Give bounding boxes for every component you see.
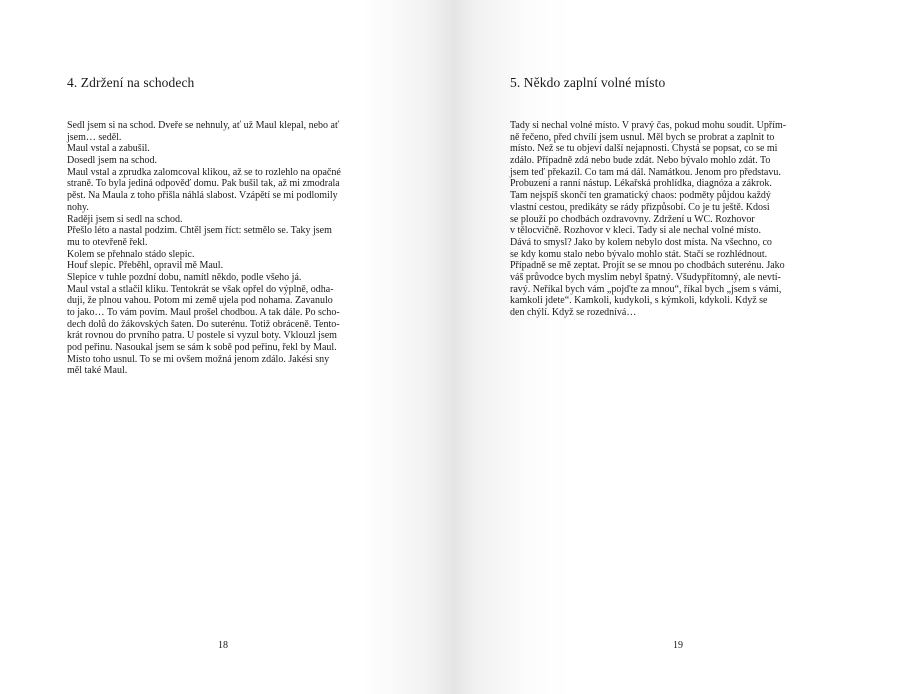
text-line: Maul vstal a zprudka zalomcoval klikou, až se to rozlehlo na opačné: [67, 166, 341, 178]
chapter-text-right: [510, 120, 840, 319]
text-line: duji, že plnou vahou. Potom mi země ujela pod nohama. Zavanulo: [67, 295, 333, 307]
text-line: váš průvodce bych myslím nebyl špatný. Všudypřítomný, ale nevtí-: [510, 271, 781, 283]
text-line: Místo toho usnul. To se mi ovšem možná jenom zdálo. Jakési sny: [67, 353, 330, 365]
text-line: v tělocvičně. Rozhovor v kleci. Tady si ale nechal volné místo.: [510, 225, 761, 237]
text-line: pod peřinu. Nasoukal jsem se sám k sobě pod peřinu, řekl by Maul.: [67, 342, 337, 354]
text-line: kamkoli jdete“. Kamkoli, kudykoli, s kýmkoli, kdykoli. Když se: [510, 295, 768, 307]
text-line: ně řečeno, před chvílí jsem usnul. Měl bych se probrat a zaplnit to: [510, 131, 775, 143]
chapter-title-right: 5. Někdo zaplní volné místo: [510, 75, 666, 90]
left-page: [0, 0, 453, 694]
text-line: Sedl jsem si na schod. Dveře se nehnuly, ať už Maul klepal, nebo ať: [67, 120, 340, 131]
text-line: mu to otevřeně řekl.: [67, 236, 148, 248]
text-line: místo. Než se tu objeví další nejapnosti. Chystá se popsat, co se mi: [510, 143, 778, 155]
text-line: nohy.: [67, 201, 89, 213]
text-line: Slepice v tuhle pozdní dobu, namítl někdo, podle všeho já.: [67, 271, 302, 283]
text-line: jsem teď překazil. Co tam má dál. Namátkou. Jenom pro představu.: [510, 166, 781, 178]
right-page: [453, 0, 907, 694]
text-line: pěst. Na Maula z toho přišla náhlá slabost. Vzápětí se mi podlomily: [67, 190, 338, 202]
text-line: den chýlí. Když se rozednívá…: [510, 307, 637, 318]
text-line: to jako… To vám povím. Maul prošel chodbou. A tak dále. Po scho-: [67, 307, 340, 318]
text-line: Tady si nechal volné místo. V pravý čas, pokud mohu soudit. Upřím-: [510, 120, 787, 131]
text-line: Maul vstal a zabušil.: [67, 143, 150, 155]
text-line: se plouží po chodbách ozdravovny. Zdržení u WC. Rozhovor: [510, 213, 755, 225]
text-line: Kolem se přehnalo stádo slepic.: [67, 248, 195, 260]
text-line: zdálo. Případně zdá nebo bude zdát. Nebo bývalo mohlo zdát. To: [510, 155, 771, 167]
text-line: Maul vstal a stlačil kliku. Tentokrát se však opřel do výplně, odha-: [67, 283, 334, 295]
text-line: Přešlo léto a nastal podzim. Chtěl jsem říct: setmělo se. Taky jsem: [67, 225, 332, 237]
text-line: jsem… seděl.: [67, 131, 122, 143]
text-line: Probuzení a ranní nástup. Lékařská prohlídka, diagnóza a zákrok.: [510, 178, 772, 190]
chapter-title-left: 4. Zdržení na schodech: [67, 75, 195, 90]
chapter-text-left: [67, 120, 397, 377]
text-line: dech dolů do žákovských šaten. Do suterénu. Totiž obráceně. Tento-: [67, 318, 340, 330]
text-line: Dává to smysl? Jako by kolem nebylo dost místa. Na všechno, co: [510, 236, 772, 248]
text-line: krát rovnou do prvního patra. U postele si vyzul boty. Vklouzl jsem: [67, 330, 337, 342]
text-line: Dosedl jsem na schod.: [67, 155, 157, 167]
text-line: Případně se mě zeptat. Projít se se mnou po chodbách suterénu. Jako: [510, 260, 785, 272]
text-line: Raději jsem si sedl na schod.: [67, 213, 183, 225]
text-line: Houf slepic. Přeběhl, opravil mě Maul.: [67, 260, 224, 272]
text-line: měl také Maul.: [67, 365, 128, 377]
text-line: straně. To byla jediná odpověď domu. Pak bušil tak, až mi zmodrala: [67, 178, 340, 190]
text-line: Tam nejspíš skončí ten gramatický chaos: podměty půjdou každý: [510, 190, 771, 202]
text-line: vlastní cestou, predikáty se rády přizpůsobí. Co je tu ještě. Kdosi: [510, 201, 770, 213]
text-line: se kdy komu stalo nebo bývalo mohlo stát. Stačí se rozhlédnout.: [510, 248, 768, 260]
text-line: ravý. Neříkal bych vám „pojďte za mnou“, říkal bych „jsem s vámi,: [510, 283, 782, 295]
page-number-right: 19: [673, 640, 683, 651]
page-number-left: 18: [218, 640, 228, 651]
